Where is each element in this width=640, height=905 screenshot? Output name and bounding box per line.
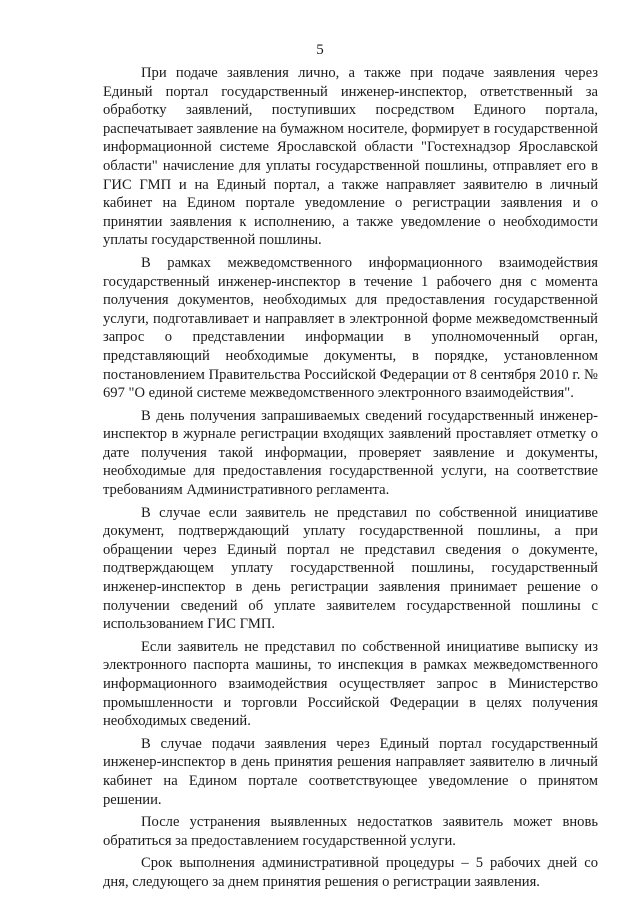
paragraph: После устранения выявленных недостатков заявитель может вновь обратиться за предоставлением государственной услуги. <box>103 814 598 849</box>
paragraph: В день получения запрашиваемых сведений государственный инженер-инспектор в журнале регистрации входящих заявлений проставляет отметку о дате получения такой информации, проверяет заявление и документы, необходимые для предоставления государственной услуги, на соответствие требованиям Административного регламента. <box>103 407 598 499</box>
paragraph: В случае подачи заявления через Единый портал государственный инженер-инспектор в день принятия решения направляет заявителю в личный кабинет на Едином портале соответствующее уведомление о принятом решении. <box>103 735 598 808</box>
paragraph: В рамках межведомственного информационного взаимодействия государственный инженер-инспектор в течение 1 рабочего дня с момента получения документов, необходимых для предоставления государственной услуги, подготавливает и направляет в электронной форме межведомственный запрос о представлении информации в уполномоченный орган, представляющий необходимые документы, в порядке, установленном постановлением Правительства Российской Федерации от 8 сентября 2010 г. № 697 "О единой системе межведомственного электронного взаимодействия". <box>103 254 598 402</box>
paragraph: При подаче заявления лично, а также при подаче заявления через Единый портал государственный инженер-инспектор, ответственный за обработку заявлений, поступивших посредством Единого портала, распечатывает заявление на бумажном носителе, формирует в государственной информационной системе Ярославской области "Гостехнадзор Ярославской области" начисление для уплаты государственной пошлины, отправляет его в ГИС ГМП и на Единый портал, а также направляет заявителю в личный кабинет на Едином портале уведомление о регистрации заявления и о принятии заявления к исполнению, а также уведомление о необходимости уплаты государственной пошлины. <box>103 65 598 249</box>
paragraph: Срок выполнения административной процедуры – 5 рабочих дней со дня, следующего за днем принятия решения о регистрации заявления. <box>103 855 598 890</box>
document-body <box>103 64 598 896</box>
paragraph: Если заявитель не представил по собственной инициативе выписку из электронного паспорта машины, то инспекция в рамках межведомственного информационного взаимодействия осуществляет запрос в Министерство промышленности и торговли Российской Федерации в целях получения необходимых сведений. <box>103 638 598 730</box>
paragraph: В случае если заявитель не представил по собственной инициативе документ, подтверждающий уплату государственной пошлины, а при обращении через Единый портал не представил сведения о документе, подтверждающем уплату государственной пошлины, государственный инженер-инспектор в день регистрации заявления принимает решение о получении сведений об уплате заявителем государственной пошлины с использованием ГИС ГМП. <box>103 504 598 633</box>
page-number: 5 <box>316 42 324 58</box>
